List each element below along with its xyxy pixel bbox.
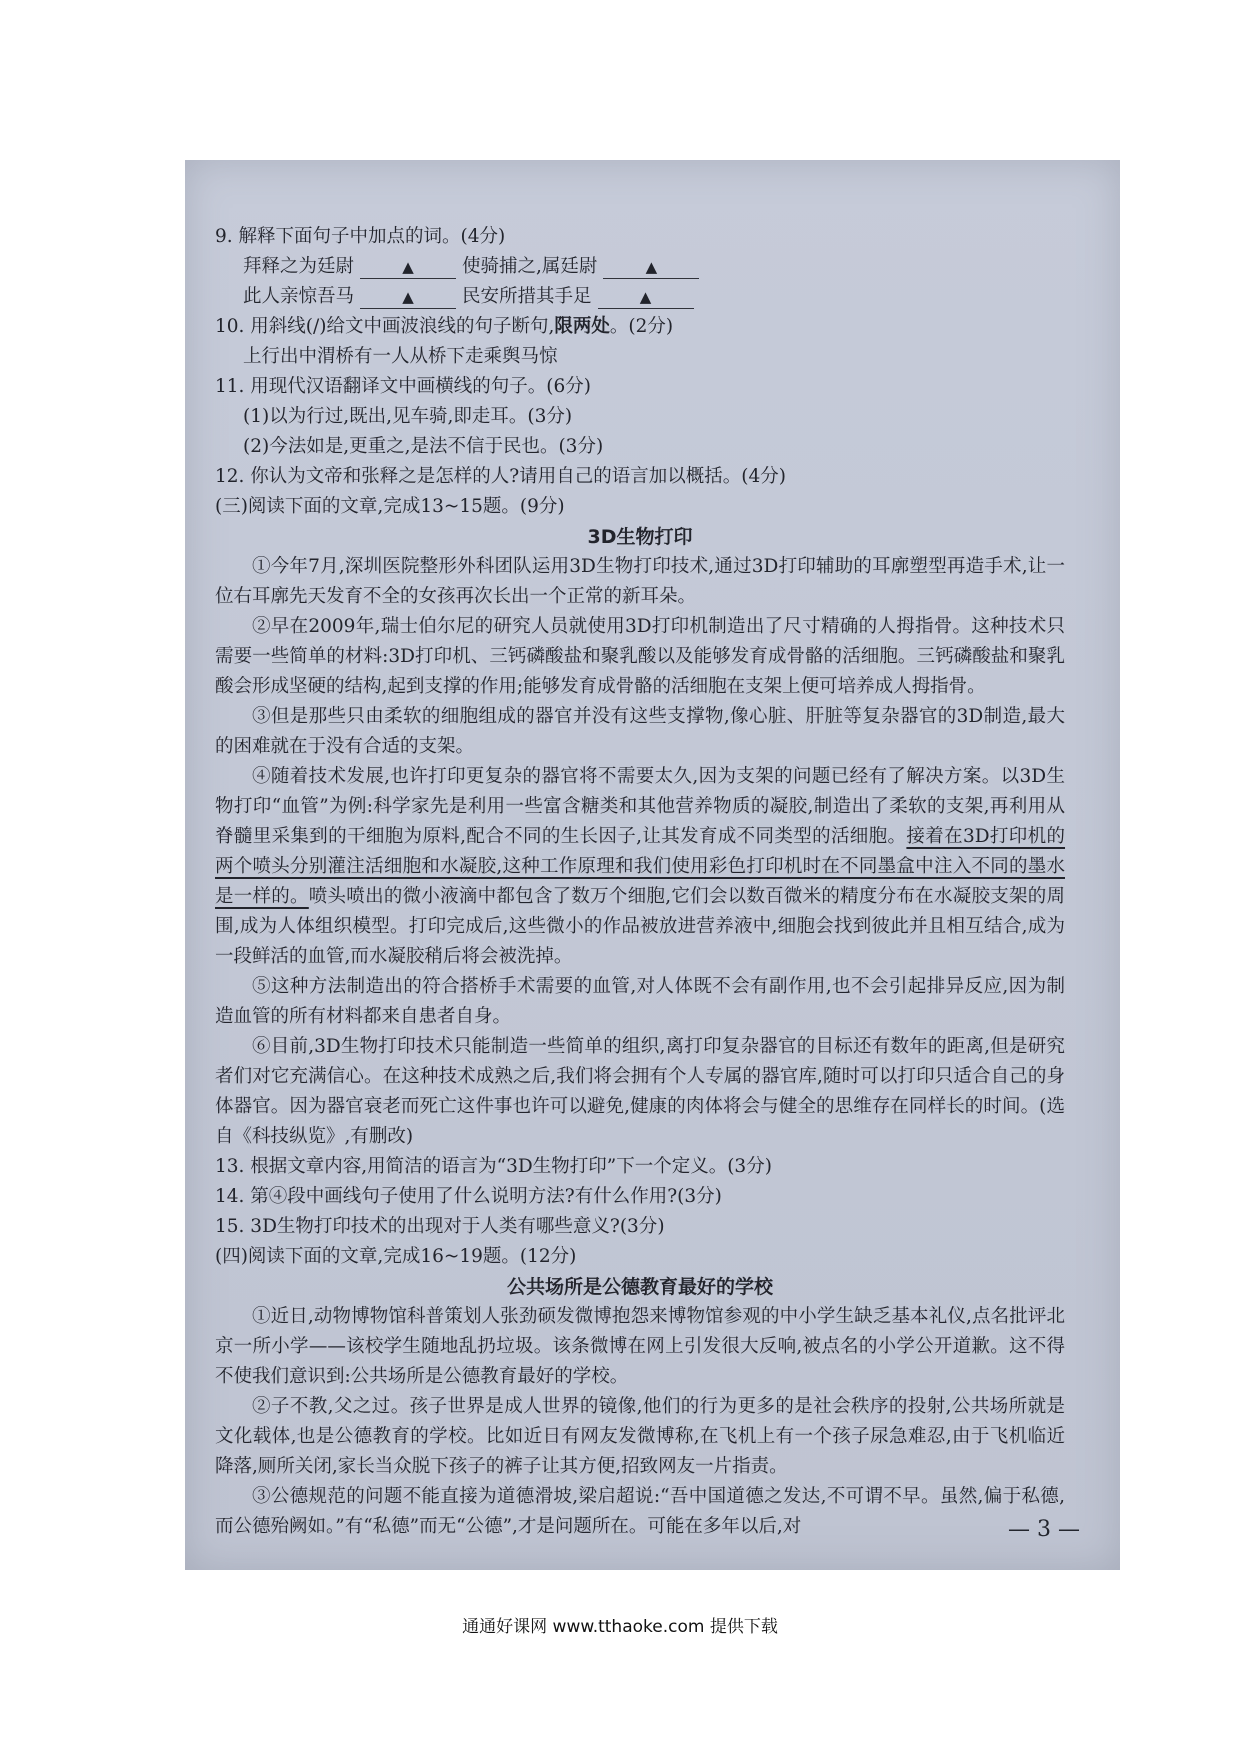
q11-sub2: (2)今法如是,更重之,是法不信于民也。(3分) <box>243 436 604 457</box>
s3-p4-text-a: ④随着技术发展,也许打印更复杂的器官将不需要太久,因为支架的问题已经有了解决方案。以3D生物打印“血管”为例:科学家先是利用一些富含糖类和其他营养物质的凝胶,制造出了柔软的支架,再利用从脊髓里采集到的干细胞为原料,配合不同的生长因子,让其发育成不同类型的活细胞。 <box>215 766 1065 847</box>
q9-row1 <box>215 252 1065 282</box>
answer-blank: ▲ <box>360 256 456 279</box>
q13-stem: 13. 根据文章内容,用简洁的语言为“3D生物打印”下一个定义。(3分) <box>215 1156 772 1177</box>
s4-paragraph-1: ①近日,动物博物馆科普策划人张劲硕发微博抱怨来博物馆参观的中小学生缺乏基本礼仪,点名批评北京一所小学——该校学生随地乱扔垃圾。该条微博在网上引发很大反响,被点名的小学公开道歉。这不得不使我们意识到:公共场所是公德教育最好的学校。 <box>215 1306 1065 1387</box>
scanned-page <box>185 160 1120 1570</box>
answer-blank: ▲ <box>360 286 456 309</box>
s3-p4-text-b: 喷头喷出的微小液滴中都包含了数万个细胞,它们会以数百微米的精度分布在水凝胶支架的周围,成为人体组织模型。打印完成后,这些微小的作品被放进营养液中,细胞会找到彼此并且相互结合,成为一段鲜活的血管,而水凝胶稍后将会被洗掉。 <box>215 886 1065 967</box>
answer-blank: ▲ <box>603 256 699 279</box>
s3-paragraph-1: ①今年7月,深圳医院整形外科团队运用3D生物打印技术,通过3D打印辅助的耳廓塑型再造手术,让一位右耳廓先天发育不全的女孩再次长出一个正常的新耳朵。 <box>215 556 1065 607</box>
q9-item-c: 此人亲惊吾马 <box>243 286 355 307</box>
q10-stem-text: 10. 用斜线(/)给文中画波浪线的句子断句, <box>215 316 555 337</box>
q10-stem-points: 。(2分) <box>609 316 674 337</box>
q9-stem: 9. 解释下面句子中加点的词。(4分) <box>215 226 506 247</box>
s4-paragraph-2: ②子不教,父之过。孩子世界是成人世界的镜像,他们的行为更多的是社会秩序的投射,公共场所就是文化载体,也是公德教育的学校。比如近日有网友发微博称,在飞机上有一个孩子尿急难忍,由于飞机临近降落,厕所关闭,家长当众脱下孩子的裤子让其方便,招致网友一片指责。 <box>215 1396 1065 1477</box>
q10-stem-bold: 限两处 <box>554 316 610 337</box>
q9-item-d: 民安所措其手足 <box>462 286 592 307</box>
download-footer: 通通好课网 www.tthaoke.com 提供下载 <box>462 1617 778 1637</box>
answer-blank: ▲ <box>598 286 694 309</box>
section3-heading: (三)阅读下面的文章,完成13~15题。(9分) <box>215 496 565 517</box>
s3-paragraph-4 <box>215 762 1065 972</box>
q9-item-b: 使骑捕之,属廷尉 <box>462 256 598 277</box>
q11-sub1: (1)以为行过,既出,见车骑,即走耳。(3分) <box>243 406 573 427</box>
section3-title: 3D生物打印 <box>587 526 693 548</box>
q15-stem: 15. 3D生物打印技术的出现对于人类有哪些意义?(3分) <box>215 1216 665 1237</box>
s3-paragraph-6: ⑥目前,3D生物打印技术只能制造一些简单的组织,离打印复杂器官的目标还有数年的距离,但是研究者们对它充满信心。在这种技术成熟之后,我们将会拥有个人专属的器官库,随时可以打印只适合自己的身体器官。因为器官衰老而死亡这件事也许可以避免,健康的肉体将会与健全的思维存在同样长的时间。(选自《科技纵览》,有删改) <box>215 1036 1065 1147</box>
section4-heading: (四)阅读下面的文章,完成16~19题。(12分) <box>215 1246 577 1267</box>
q12-stem: 12. 你认为文帝和张释之是怎样的人?请用自己的语言加以概括。(4分) <box>215 466 786 487</box>
page-number: — 3 — <box>1008 1517 1080 1542</box>
q14-stem: 14. 第④段中画线句子使用了什么说明方法?有什么作用?(3分) <box>215 1186 722 1207</box>
q11-stem: 11. 用现代汉语翻译文中画横线的句子。(6分) <box>215 376 592 397</box>
page-content <box>215 222 1065 1542</box>
q10-stem <box>215 312 1065 342</box>
q9-item-a: 拜释之为廷尉 <box>243 256 355 277</box>
s3-paragraph-3: ③但是那些只由柔软的细胞组成的器官并没有这些支撑物,像心脏、肝脏等复杂器官的3D制造,最大的困难就在于没有合适的支架。 <box>215 706 1065 757</box>
s3-p4-underlined-sentence: 接着在3D打印机的两个喷头分别灌注活细胞和水凝胶,这种工作原理和我们使用彩色打印机时在不同墨盒中注入不同的墨水是一样的。 <box>215 826 1066 907</box>
q10-sentence: 上行出中渭桥有一人从桥下走乘舆马惊 <box>243 346 558 367</box>
section4-title: 公共场所是公德教育最好的学校 <box>506 1276 773 1298</box>
q9-row2 <box>215 282 1065 312</box>
s4-paragraph-3: ③公德规范的问题不能直接为道德滑坡,梁启超说:“吾中国道德之发达,不可谓不早。虽然,偏于私德,而公德殆阙如。”有“私德”而无“公德”,才是问题所在。可能在多年以后,对 <box>215 1486 1065 1537</box>
s3-paragraph-5: ⑤这种方法制造出的符合搭桥手术需要的血管,对人体既不会有副作用,也不会引起排异反应,因为制造血管的所有材料都来自患者自身。 <box>215 976 1065 1027</box>
s3-paragraph-2: ②早在2009年,瑞士伯尔尼的研究人员就使用3D打印机制造出了尺寸精确的人拇指骨。这种技术只需要一些简单的材料:3D打印机、三钙磷酸盐和聚乳酸以及能够发育成骨骼的活细胞。三钙磷酸盐和聚乳酸会形成坚硬的结构,起到支撑的作用;能够发育成骨骼的活细胞在支架上便可培养成人拇指骨。 <box>215 616 1065 697</box>
